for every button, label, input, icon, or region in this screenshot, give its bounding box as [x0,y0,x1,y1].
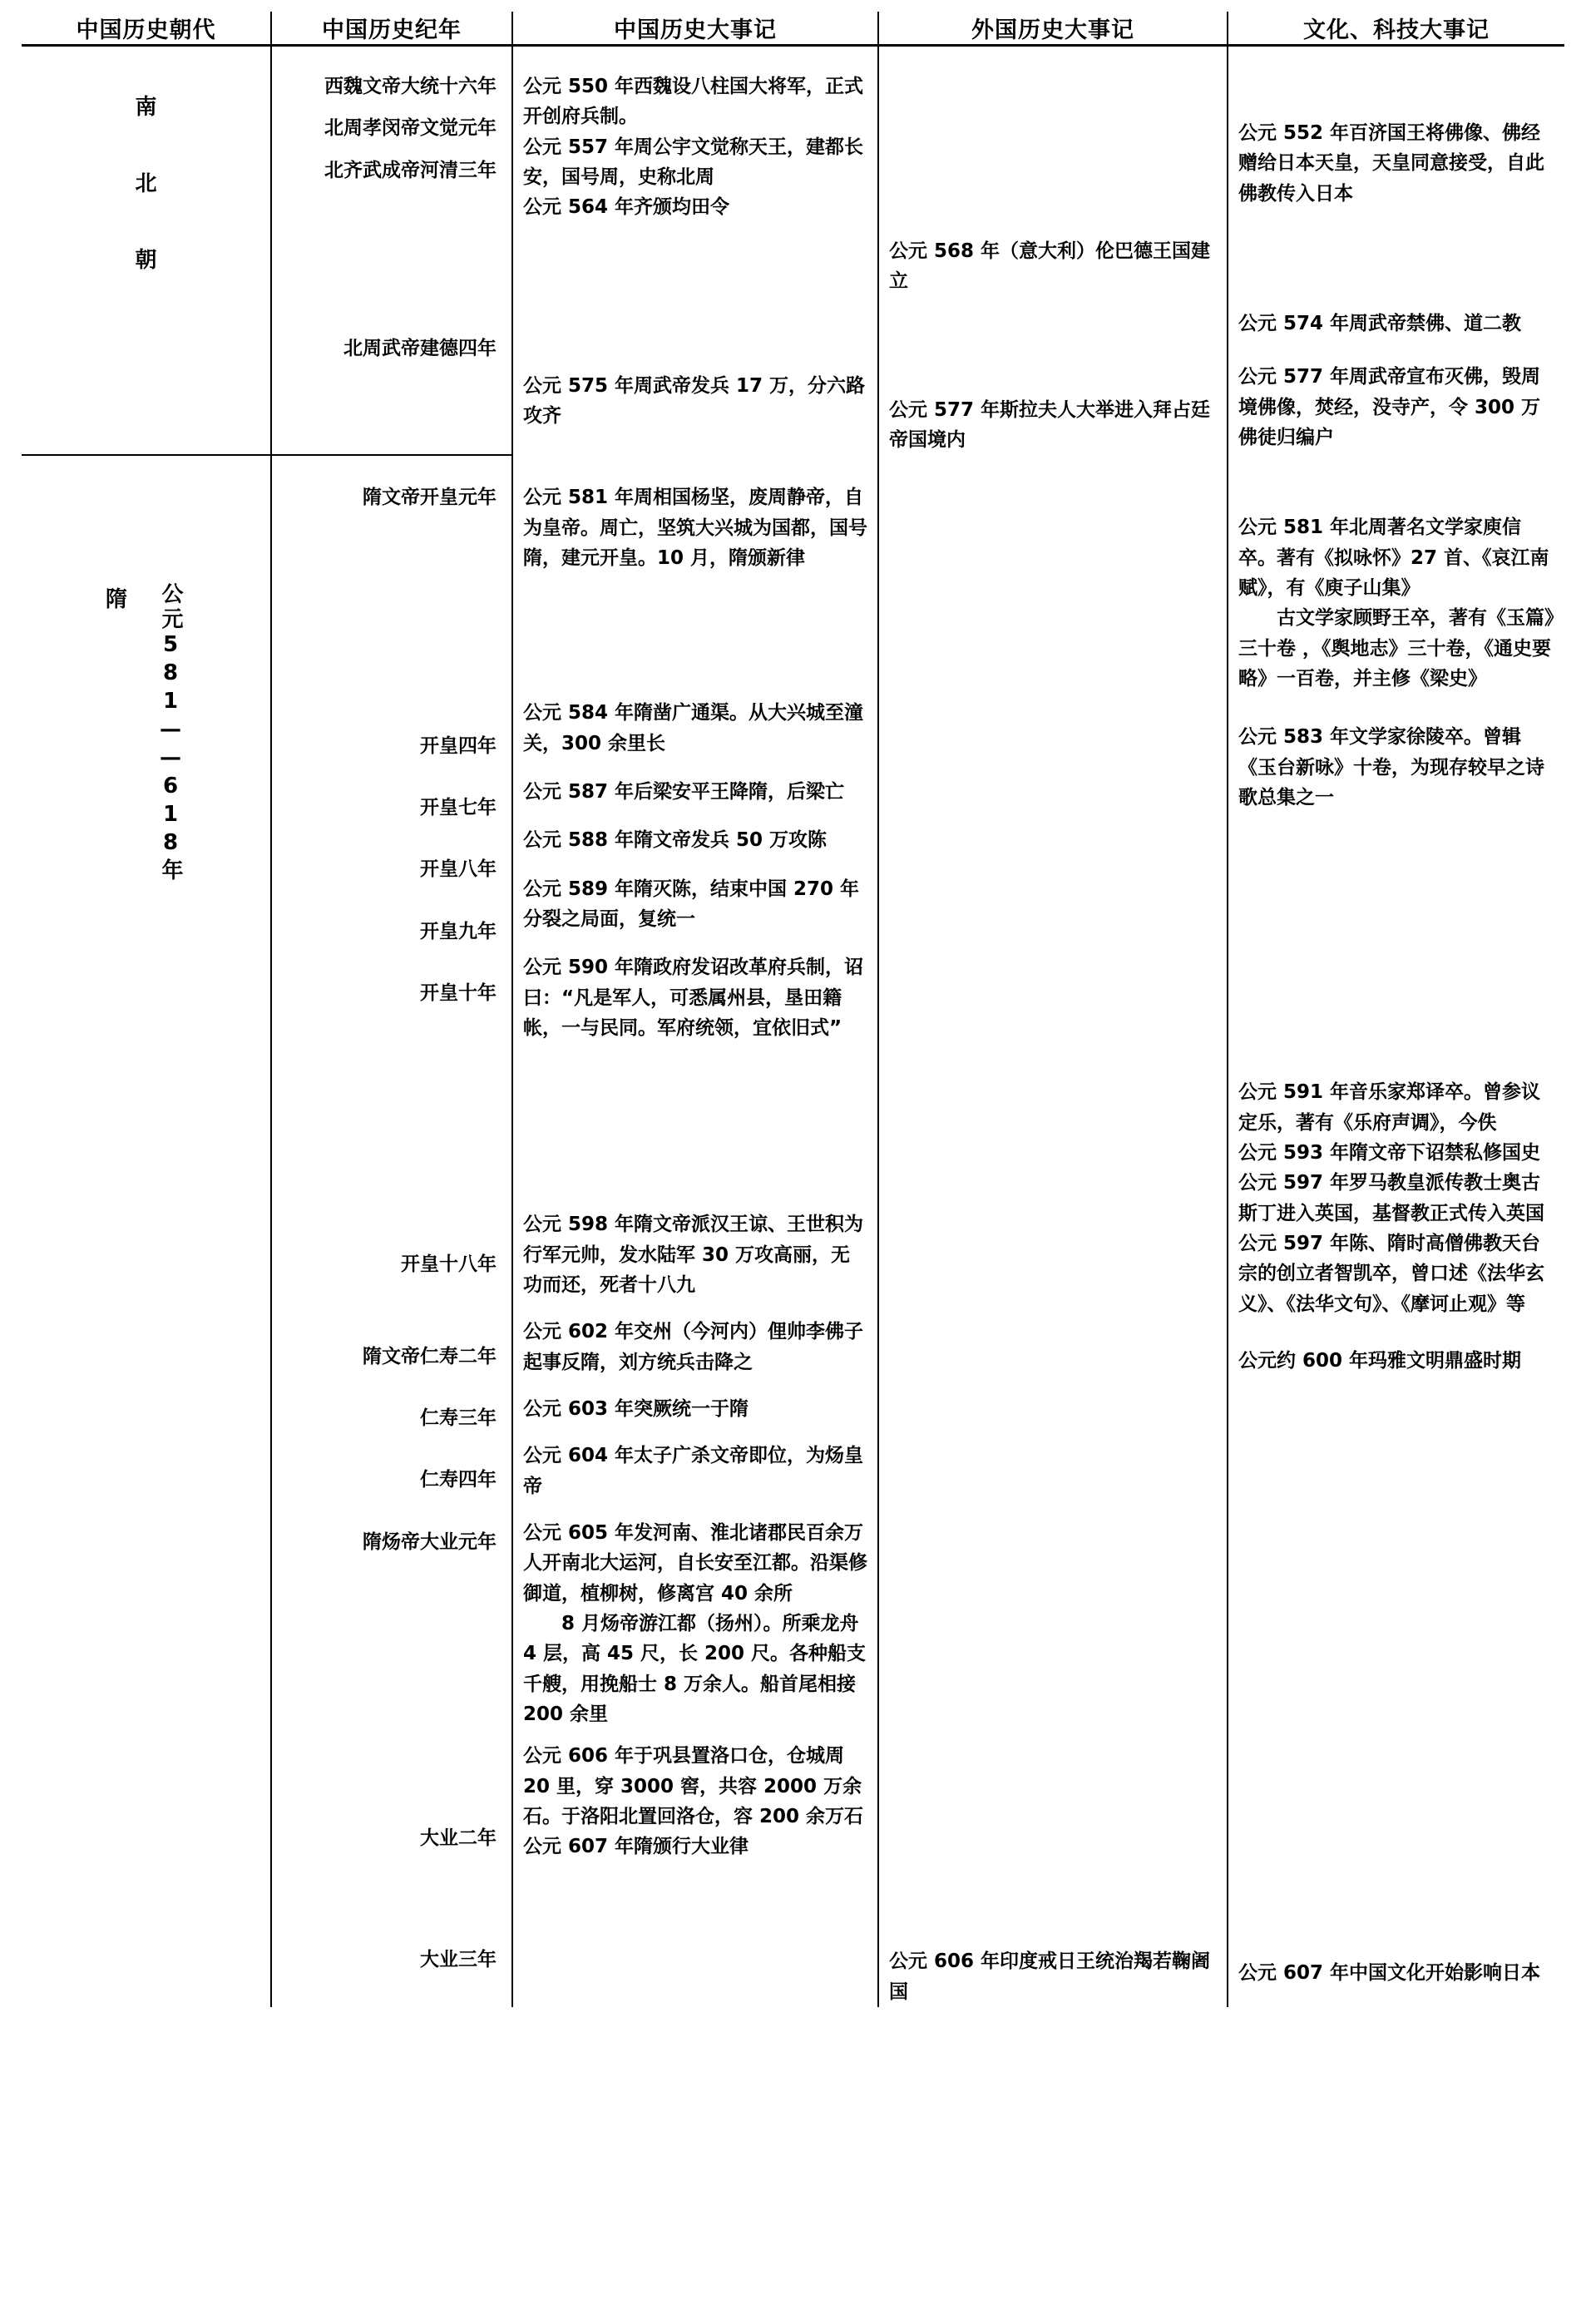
era-label: 西魏文帝大统十六年 [324,76,497,97]
event-text: 公元 584 年隋凿广通渠。从大兴城至潼关，300 余里长 [523,702,864,754]
dynasty-range-sui: 公元581——618年 [158,582,183,884]
event-text: 公元 577 年斯拉夫人大举进入拜占廷帝国境内 [889,398,1211,451]
event-text: 公元 597 年罗马教皇派传教士奥古斯丁进入英国，基督教正式传入英国 [1238,1172,1544,1224]
event-text: 公元 602 年交州（今河内）俚帅李佛子起事反隋，刘方统兵击降之 [523,1321,864,1373]
col-header-foreign-events: 外国历史大事记 [878,12,1228,46]
event-text: 公元 607 年隋颁行大业律 [523,1836,749,1858]
event-text: 8 月炀帝游江都（扬州）。所乘龙舟 4 层，高 45 尺，长 200 尺。各种船支千艘，用挽船士 8 万余人。船首尾相接 200 余里 [523,1612,867,1725]
dynasty-char-bei: 北 [135,171,157,196]
era-label: 开皇八年 [420,858,497,881]
era-label: 开皇十年 [420,982,497,1004]
event-text: 公元 552 年百济国王将佛像、佛经赠给日本天皇，天皇同意接受，自此佛教传入日本 [1238,122,1544,205]
era-label: 大业三年 [420,1949,497,1971]
event-text: 公元约 600 年玛雅文明鼎盛时期 [1238,1349,1522,1372]
col-header-dynasty: 中国历史朝代 [22,12,271,46]
event-text: 公元 568 年（意大利）伦巴德王国建立 [889,240,1211,293]
era-label: 隋文帝仁寿二年 [363,1345,497,1367]
era-cell-nanbeichao [271,46,512,456]
event-text: 公元 589 年隋灭陈，结束中国 270 年分裂之局面，复统一 [523,878,860,930]
table-row [22,457,1564,2007]
event-text: 公元 581 年北周著名文学家庾信卒。著有《拟咏怀》27 首、《哀江南赋》，有《庾子山集》 [1238,517,1549,599]
event-text: 公元 550 年西魏设八柱国大将军，正式开创府兵制。 [523,76,864,128]
era-label: 隋炀帝大业元年 [363,1530,497,1553]
era-label: 隋文帝开皇元年 [363,487,497,509]
culture-events-cell-nanbeichao [1228,46,1564,456]
chronology-table [22,12,1564,2007]
era-label: 仁寿三年 [420,1407,497,1429]
event-text: 公元 591 年音乐家郑译卒。曾参议定乐，著有《乐府声调》，今佚 [1238,1081,1541,1134]
event-text: 公元 598 年隋文帝派汉王谅、王世积为行军元帅，发水陆军 30 万攻高丽，无功而还，死者十八九 [523,1214,864,1296]
era-label: 仁寿四年 [420,1469,497,1491]
dynasty-cell-nanbeichao [22,46,271,456]
event-text: 公元 583 年文学家徐陵卒。曾辑《玉台新咏》十卷，为现存较早之诗歌总集之一 [1238,726,1544,808]
event-text: 公元 606 年印度戒日王统治羯若鞠阇国 [889,1951,1211,2003]
event-text: 公元 587 年后梁安平王降隋，后梁亡 [523,780,845,803]
foreign-events-cell-sui [878,457,1228,2007]
era-label: 北周武帝建德四年 [343,337,497,359]
event-text: 公元 593 年隋文帝下诏禁私修国史 [1238,1141,1541,1164]
col-header-culture-events: 文化、科技大事记 [1228,12,1564,46]
foreign-events-cell-nanbeichao [878,46,1228,456]
era-label: 开皇九年 [420,920,497,942]
era-label: 开皇四年 [420,734,497,757]
dynasty-char-nan: 南 [135,95,157,120]
event-text: 公元 606 年于巩县置洛口仓，仓城周 20 里，穿 3000 窖，共容 2000 万余石。于洛阳北置回洛仓，容 200 余万石 [523,1745,864,1827]
table-row [22,46,1564,456]
dynasty-cell-sui [22,457,271,2007]
col-header-china-events: 中国历史大事记 [512,12,878,46]
event-text: 公元 581 年周相国杨坚，废周静帝，自为皇帝。周亡，坚筑大兴城为国都，国号隋，建元开皇。10 月，隋颁新律 [523,487,867,569]
dynasty-char-chao: 朝 [135,248,157,273]
event-text: 公元 564 年齐颁均田令 [523,196,730,219]
era-label: 开皇七年 [420,796,497,818]
event-text: 公元 590 年隋政府发诏改革府兵制，诏曰：“凡是军人，可悉属州县，垦田籍帐，一与民同。军府统领，宜依旧式” [523,957,864,1039]
event-text: 公元 603 年突厥统一于隋 [523,1397,749,1420]
era-cell-sui [271,457,512,2007]
event-text: 公元 557 年周公宇文觉称天王，建都长安，国号周，史称北周 [523,136,864,188]
dynasty-char-sui: 隋 [105,587,127,613]
era-label: 北周孝闵帝文觉元年 [324,117,497,140]
china-events-cell-nanbeichao [512,46,878,456]
event-text: 公元 604 年太子广杀文帝即位，为炀皇帝 [523,1445,864,1497]
event-text: 古文学家顾野王卒，著有《玉篇》三十卷 ，《舆地志》三十卷，《通史要略》一百卷，并主修《梁史》 [1238,607,1554,690]
era-label: 北齐武成帝河清三年 [324,159,497,181]
document-page [0,12,1586,2324]
event-text: 公元 577 年周武帝宣布灭佛，毁周境佛像，焚经，没寺产，令 300 万佛徒归编户 [1238,366,1541,448]
era-label: 开皇十八年 [401,1253,497,1276]
event-text: 公元 575 年周武帝发兵 17 万，分六路攻齐 [523,374,866,427]
col-header-era: 中国历史纪年 [271,12,512,46]
event-text: 公元 574 年周武帝禁佛、道二教 [1238,312,1522,334]
culture-events-cell-sui [1228,457,1564,2007]
event-text: 公元 605 年发河南、淮北诸郡民百余万人开南北大运河，自长安至江都。沿渠修御道，植柳树，修离宫 40 余所 [523,1521,867,1605]
table-header-row [22,12,1564,46]
era-label: 大业二年 [420,1827,497,1849]
event-text: 公元 588 年隋文帝发兵 50 万攻陈 [523,829,828,852]
event-text: 公元 597 年陈、隋时高僧佛教天台宗的创立者智凯卒，曾口述《法华玄义》、《法华文句》、《摩诃止观》等 [1238,1232,1544,1315]
event-text: 公元 607 年中国文化开始影响日本 [1238,1962,1541,1985]
china-events-cell-sui [512,457,878,2007]
